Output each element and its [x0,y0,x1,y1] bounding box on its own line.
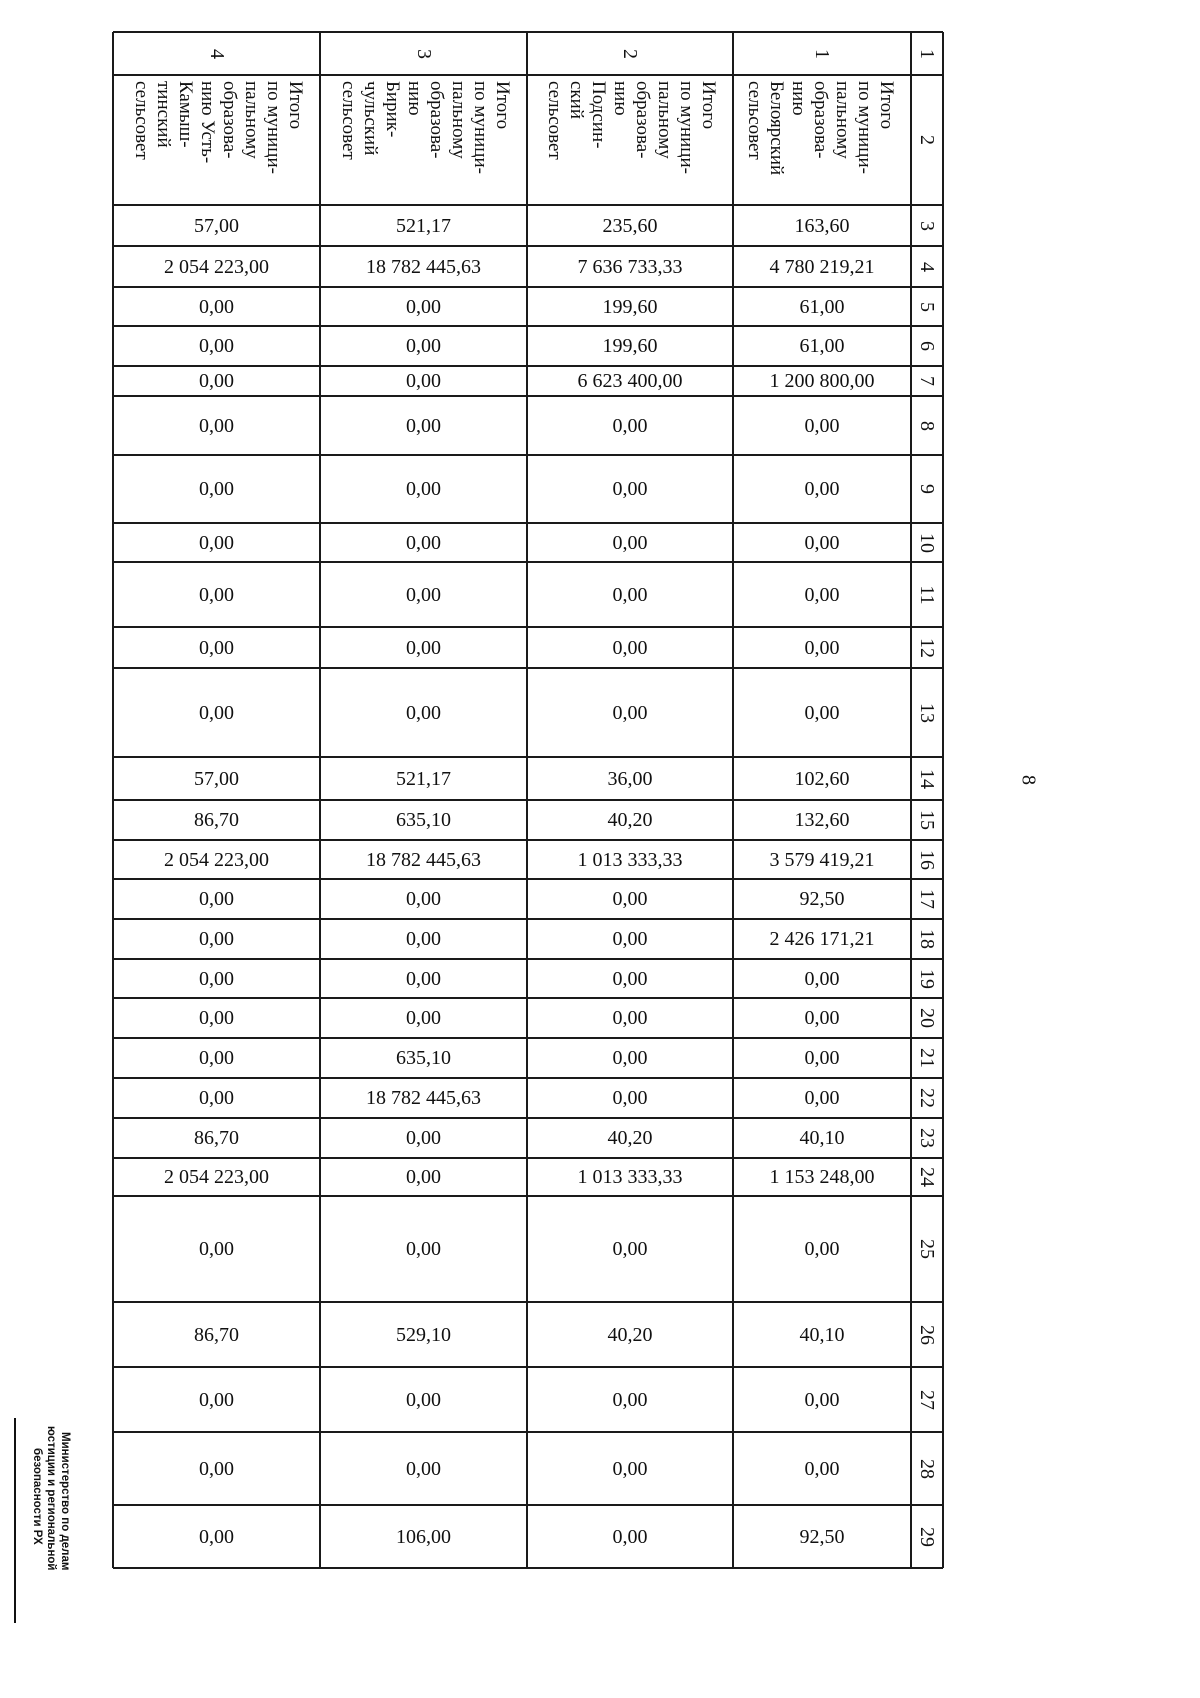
table-cell: 0,00 [406,335,441,357]
table-cell: 0,00 [199,478,234,500]
table-cell: 40,20 [607,1323,653,1346]
table-cell: 0,00 [199,1525,234,1548]
stamp-line-2: юстиции и региональной [45,1426,57,1571]
row-number: 26 [916,1324,938,1345]
entity-name-line: чульский [360,81,381,156]
table-cell: 0,00 [199,967,234,990]
table-cell: 0,00 [804,583,840,606]
table-cell: 0,00 [612,967,648,990]
table-cell: 0,00 [406,636,441,659]
table-hline [113,1077,943,1079]
table-hline [113,1117,943,1119]
table-cell: 0,00 [406,295,441,318]
entity-column-number: 2 [619,48,641,59]
entity-name-line: Камыш- [175,81,196,148]
entity-name-line: ский [566,81,587,119]
table-hline [113,1157,943,1159]
entity-name-line: Итого [876,81,897,130]
table-cell: 635,10 [396,809,451,831]
entity-name-line: сельсовет [544,81,565,160]
table-cell: 6 623 400,00 [577,370,683,392]
entity-name-line: по муници- [470,81,491,174]
table-cell: 0,00 [199,335,234,357]
table-hline [113,878,943,880]
table-cell: 0,00 [804,1087,840,1109]
entity-name-line: образова- [219,81,240,159]
table-cell: 57,00 [194,767,239,790]
table-hline [113,1037,943,1039]
table-hline [113,1504,943,1506]
column-number-header: 1 [916,48,938,59]
row-number: 22 [916,1088,938,1108]
table-hline [113,454,943,456]
table-cell: 0,00 [804,636,840,659]
entity-name-line: Подсин- [588,81,609,149]
row-number: 6 [916,341,938,351]
table-cell: 0,00 [612,414,648,437]
ministry-stamp [14,1418,74,1623]
table-cell: 0,00 [612,701,648,724]
stamp-line-3: безопасности РХ [31,1448,43,1545]
table-cell: 235,60 [602,214,658,237]
table-cell: 40,10 [799,1323,845,1346]
table-hline [113,1195,943,1197]
table-cell: 0,00 [199,1457,234,1480]
row-number: 4 [916,261,938,272]
table-cell: 0,00 [199,1087,234,1109]
table-cell: 0,00 [612,1007,648,1029]
table-hline [113,997,943,999]
table-cell: 0,00 [199,370,234,392]
table-hline [113,1567,943,1569]
table-cell: 2 426 171,21 [769,928,875,950]
entity-name-line: по муници- [263,81,284,174]
table-cell: 0,00 [406,531,441,554]
table-hline [113,31,943,33]
table-cell: 0,00 [612,1457,648,1480]
table-cell: 2 054 223,00 [164,848,269,871]
entity-name-line: по муници- [676,81,697,174]
table-hline [113,667,943,669]
table-cell: 61,00 [799,295,845,318]
entity-name-line: пальному [448,81,469,159]
table-cell: 0,00 [199,531,234,554]
row-number: 20 [916,1008,938,1028]
row-number: 9 [916,484,938,494]
entity-name-line: Итого [698,81,719,130]
row-number: 28 [916,1458,938,1479]
entity-name-line: Белоярский [766,81,787,176]
table-cell: 529,10 [396,1323,451,1346]
table-hline [113,799,943,801]
table-cell: 0,00 [406,583,441,606]
entity-column-number: 1 [811,48,833,59]
table-cell: 3 579 419,21 [769,848,875,871]
entity-name-line: нию Усть- [197,81,218,164]
table-cell: 0,00 [406,888,441,910]
table-cell: 0,00 [199,888,234,910]
table-cell: 132,60 [794,809,850,831]
table-hline [113,286,943,288]
entity-name-line: сельсовет [744,81,765,160]
table-cell: 0,00 [804,1457,840,1480]
table-cell: 0,00 [406,1238,441,1260]
table-cell: 18 782 445,63 [366,1087,481,1109]
row-number: 5 [916,301,938,312]
table-hline [113,365,943,367]
entity-name-line: нию [404,81,425,116]
table-cell: 0,00 [199,1007,234,1029]
table-cell: 0,00 [612,583,648,606]
entity-name-line: Итого [492,81,513,130]
row-number: 24 [916,1167,938,1187]
row-number: 3 [916,220,938,231]
table-hline [113,918,943,920]
table-cell: 199,60 [602,335,658,357]
table-cell: 0,00 [199,1047,234,1069]
table-cell: 2 054 223,00 [164,255,269,278]
table-cell: 0,00 [199,636,234,659]
table-hline [113,395,943,397]
row-number: 17 [916,889,938,909]
table-cell: 0,00 [804,1388,840,1411]
table-cell: 0,00 [804,1007,840,1029]
entity-name-line: образова- [632,81,653,159]
table-cell: 0,00 [612,1238,648,1260]
table-cell: 0,00 [199,928,234,950]
table-cell: 0,00 [406,478,441,500]
table-hline [113,204,943,206]
table-cell: 0,00 [612,1087,648,1109]
table-cell: 0,00 [199,1238,234,1260]
table-hline [113,74,943,76]
table-cell: 0,00 [804,1238,840,1260]
row-number: 14 [916,768,938,789]
stamp-line-1: Министерство по делам [59,1432,71,1571]
table-cell: 106,00 [396,1525,451,1548]
table-cell: 0,00 [804,1047,840,1069]
entity-name-line: пальному [241,81,262,159]
row-number: 23 [916,1128,938,1148]
entity-name-line: нию [610,81,631,116]
table-cell: 1 013 333,33 [577,848,683,871]
table-cell: 92,50 [799,888,845,910]
table-cell: 57,00 [194,214,239,237]
entity-column-number: 4 [205,48,228,59]
row-number: 10 [916,532,938,553]
row-number: 21 [916,1048,938,1068]
table-cell: 92,50 [799,1525,845,1548]
table-hline [113,756,943,758]
entity-name-line: по муници- [854,81,875,174]
table-cell: 0,00 [406,1457,441,1480]
table-cell: 0,00 [612,1388,648,1411]
table-cell: 163,60 [794,214,850,237]
row-number: 7 [916,376,938,386]
row-number: 15 [916,810,938,830]
table-cell: 0,00 [199,1388,234,1411]
table-cell: 0,00 [406,370,441,392]
table-hline [113,1431,943,1433]
table-cell: 0,00 [612,531,648,554]
table-cell: 102,60 [794,767,850,790]
table-cell: 0,00 [199,414,234,437]
table-cell: 0,00 [612,1525,648,1548]
table-cell: 0,00 [406,1127,441,1149]
table-hline [113,325,943,327]
row-number: 8 [916,420,938,431]
entity-name-line: сельсовет [338,81,359,160]
row-number: 27 [916,1389,938,1410]
table-cell: 4 780 219,21 [769,255,875,278]
table-cell: 61,00 [799,335,845,357]
table-cell: 0,00 [804,478,840,500]
table-cell: 18 782 445,63 [366,255,481,278]
entity-name-line: нию [788,81,809,116]
table-cell: 0,00 [804,531,840,554]
table-cell: 0,00 [612,888,648,910]
table-cell: 1 153 248,00 [769,1166,875,1188]
table-hline [113,839,943,841]
table-cell: 2 054 223,00 [164,1166,269,1188]
table-cell: 521,17 [396,214,451,237]
table-cell: 36,00 [607,767,653,790]
table-cell: 18 782 445,63 [366,848,481,871]
row-number: 16 [916,849,938,870]
table-cell: 0,00 [804,414,840,437]
row-number: 29 [916,1526,938,1547]
table-cell: 40,20 [607,809,653,831]
table-cell: 0,00 [612,636,648,659]
entity-name-line: тинский [153,81,174,148]
table-cell: 0,00 [804,967,840,990]
row-number: 12 [916,637,938,658]
table-cell: 86,70 [194,1127,239,1149]
table-cell: 0,00 [612,1047,648,1069]
table-cell: 0,00 [199,295,234,318]
table-cell: 0,00 [406,414,441,437]
table-cell: 0,00 [406,1007,441,1029]
table-hline [113,1366,943,1368]
table-cell: 0,00 [406,928,441,950]
row-number: 13 [916,702,938,723]
row-number: 19 [916,968,938,989]
row-number: 18 [916,929,938,949]
table-cell: 0,00 [406,1388,441,1411]
table-hline [113,245,943,247]
table-cell: 635,10 [396,1047,451,1069]
row-number: 25 [916,1239,938,1259]
entity-name-line: Итого [285,81,306,130]
table-hline [113,626,943,628]
table-cell: 0,00 [199,701,234,724]
row-number: 11 [916,584,938,605]
table-hline [113,1301,943,1303]
table-hline [113,561,943,563]
entity-name-line: образова- [810,81,831,159]
table-cell: 7 636 733,33 [577,255,683,278]
table-cell: 0,00 [804,701,840,724]
table-cell: 40,10 [799,1127,845,1149]
entity-name-line: сельсовет [131,81,152,160]
entity-name-line: пальному [654,81,675,159]
page-number: 8 [1017,775,1040,785]
table-cell: 0,00 [612,928,648,950]
table-cell: 521,17 [396,767,451,790]
table-cell: 40,20 [607,1127,653,1149]
table-cell: 199,60 [602,295,658,318]
table-cell: 0,00 [406,967,441,990]
table-hline [113,522,943,524]
table-cell: 0,00 [406,1166,441,1188]
entity-column-number: 3 [412,48,435,59]
table-cell: 0,00 [612,478,648,500]
entity-name-line: Бирик- [382,81,403,138]
table-cell: 86,70 [194,809,239,831]
table-cell: 0,00 [406,701,441,724]
table-hline [113,958,943,960]
entity-name-line: пальному [832,81,853,159]
table-cell: 1 013 333,33 [577,1166,683,1188]
entity-name-line: образова- [426,81,447,159]
table-cell: 86,70 [194,1323,239,1346]
name-number-header: 2 [916,135,938,145]
table-cell: 0,00 [199,583,234,606]
table-cell: 1 200 800,00 [769,370,875,392]
